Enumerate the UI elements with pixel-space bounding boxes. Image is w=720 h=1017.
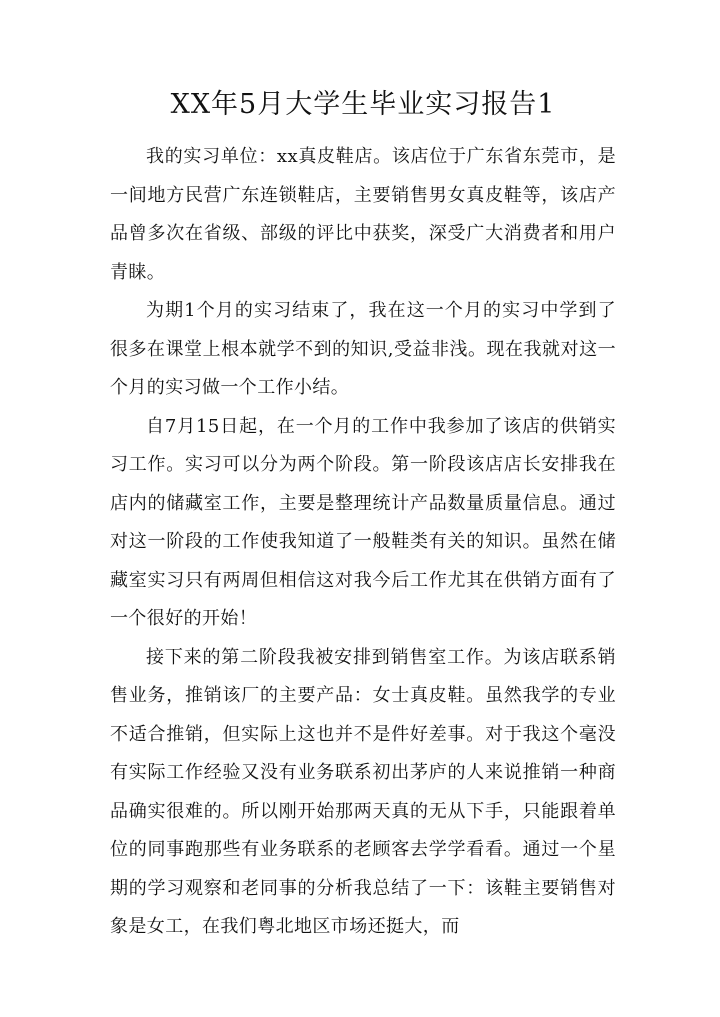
document-title: XX年5月大学生毕业实习报告1 — [170, 89, 556, 120]
document-body — [110, 138, 616, 947]
paragraph-second-stage: 接下来的第二阶段我被安排到销售室工作。为该店联系销售业务，推销该厂的主要产品：女士真皮鞋。虽然我学的专业不适合推销，但实际上这也并不是件好差事。对于我这个毫没有实际工作经验又没有业务联系初出茅庐的人来说推销一种商品确实很难的。所以刚开始那两天真的无从下手，只能跟着单位的同事跑那些有业务联系的老顾客去学学看看。通过一个星期的学习观察和老同事的分析我总结了一下：该鞋主要销售对象是女工，在我们粤北地区市场还挺大，而 — [110, 646, 616, 937]
paragraph-internship-summary: 为期1个月的实习结束了，我在这一个月的实习中学到了很多在课堂上根本就学不到的知识,受益非浅。现在我就对这一个月的实习做一个工作小结。 — [110, 300, 616, 398]
paragraph-first-stage: 自7月15日起，在一个月的工作中我参加了该店的供销实习工作。实习可以分为两个阶段。第一阶段该店店长安排我在店内的储藏室工作，主要是整理统计产品数量质量信息。通过对这一阶段的工作使我知道了一般鞋类有关的知识。虽然在储藏室实习只有两周但相信这对我今后工作尤其在供销方面有了一个很好的开始！ — [110, 415, 616, 629]
paragraph-internship-unit: 我的实习单位：xx真皮鞋店。该店位于广东省东莞市，是一间地方民营广东连锁鞋店，主要销售男女真皮鞋等，该店产品曾多次在省级、部级的评比中获奖，深受广大消费者和用户青睐。 — [110, 146, 616, 283]
